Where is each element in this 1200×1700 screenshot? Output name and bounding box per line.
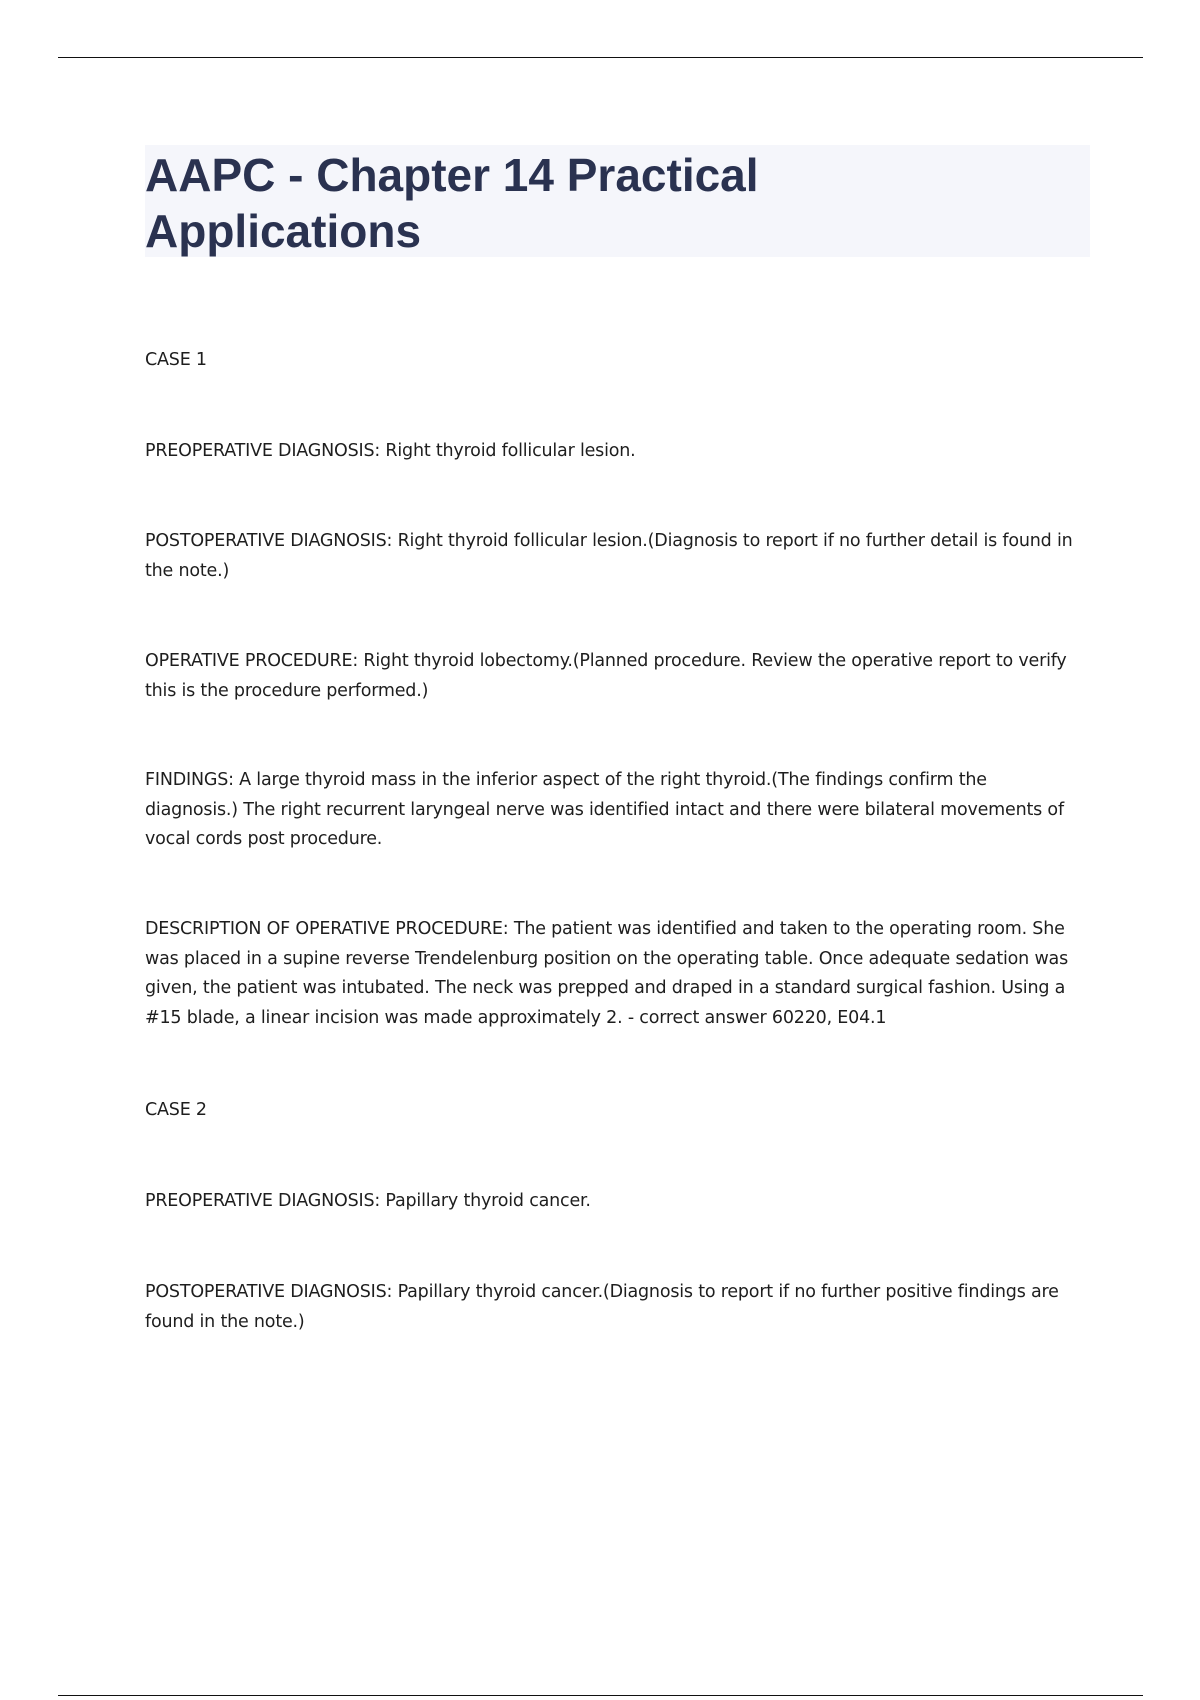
document-title: AAPC - Chapter 14 Practical Applications — [145, 149, 759, 257]
title-banner — [145, 145, 1090, 257]
paragraph: PREOPERATIVE DIAGNOSIS: Papillary thyroid cancer. — [145, 1191, 591, 1211]
case-heading: CASE 1 — [145, 350, 207, 370]
bottom-rule — [58, 1695, 1143, 1696]
top-rule — [58, 57, 1143, 58]
paragraph: POSTOPERATIVE DIAGNOSIS: Right thyroid follicular lesion.(Diagnosis to report if no further detail is found in the note.) — [145, 531, 1073, 581]
paragraph: DESCRIPTION OF OPERATIVE PROCEDURE: The patient was identified and taken to the operating room. She was placed in a supine reverse Trendelenburg position on the operating table. Once adequate sedation was given, the patient was intubated. The neck was prepped and draped in a standard surgical fashion. Using a #15 blade, a linear incision was made approximately 2. - correct answer 60220, E04.1 — [145, 919, 1068, 1028]
paragraph: PREOPERATIVE DIAGNOSIS: Right thyroid follicular lesion. — [145, 441, 636, 461]
paragraph: POSTOPERATIVE DIAGNOSIS: Papillary thyroid cancer.(Diagnosis to report if no further positive findings are found in the note.) — [145, 1282, 1059, 1332]
case-heading: CASE 2 — [145, 1100, 207, 1120]
paragraph: FINDINGS: A large thyroid mass in the inferior aspect of the right thyroid.(The findings confirm the diagnosis.) The right recurrent laryngeal nerve was identified intact and there were bilateral movements of vocal cords post procedure. — [145, 770, 1064, 849]
paragraph: OPERATIVE PROCEDURE: Right thyroid lobectomy.(Planned procedure. Review the operative report to verify this is the procedure performed.) — [145, 651, 1067, 701]
